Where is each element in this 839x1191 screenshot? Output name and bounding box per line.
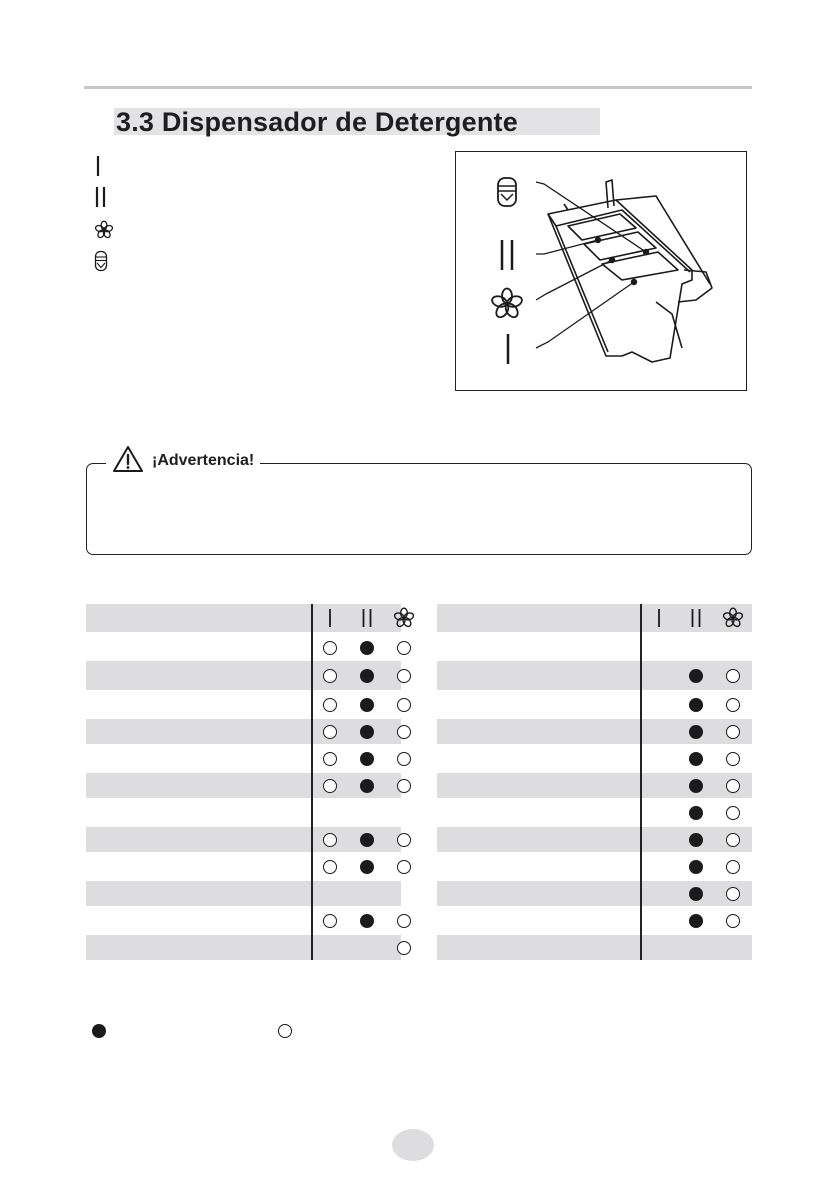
empty-circle-mark — [397, 860, 411, 874]
empty-circle-mark — [323, 725, 337, 739]
filled-circle-mark — [92, 1024, 106, 1038]
warning-triangle-icon — [112, 445, 144, 477]
empty-circle-mark — [726, 860, 740, 874]
table-row — [86, 692, 401, 717]
filled-circle-mark — [689, 914, 703, 928]
empty-circle-mark — [323, 752, 337, 766]
empty-circle-mark — [323, 779, 337, 793]
table-row — [86, 661, 401, 690]
table-row — [86, 935, 401, 960]
filled-circle-mark — [360, 860, 374, 874]
table-header-row — [86, 604, 401, 632]
empty-circle-mark — [397, 698, 411, 712]
table-header-row — [437, 604, 752, 632]
filled-circle-mark — [689, 725, 703, 739]
dispenser-illustration — [455, 151, 747, 391]
table-row — [437, 773, 752, 798]
table-row — [437, 827, 752, 852]
main-wash-compartment-icon — [502, 240, 512, 270]
table-row — [437, 908, 752, 933]
filled-circle-mark — [689, 806, 703, 820]
table-row — [86, 908, 401, 933]
filled-circle-mark — [689, 752, 703, 766]
main-wash-compartment-icon — [356, 606, 378, 634]
warning-box — [86, 463, 752, 555]
filled-circle-mark — [689, 698, 703, 712]
table-row — [86, 719, 401, 744]
liquid-detergent-container-icon — [498, 178, 516, 206]
empty-circle-mark — [278, 1024, 292, 1038]
table-row — [437, 881, 752, 906]
table-row — [437, 800, 752, 825]
softener-compartment-icon — [94, 220, 114, 244]
prewash-compartment-icon — [94, 155, 104, 181]
table-row — [86, 827, 401, 852]
filled-circle-mark — [360, 669, 374, 683]
main-wash-compartment-icon — [94, 186, 108, 212]
empty-circle-mark — [397, 725, 411, 739]
softener-compartment-icon — [393, 606, 415, 634]
filled-circle-mark — [689, 833, 703, 847]
empty-circle-mark — [726, 752, 740, 766]
table-row — [437, 661, 752, 690]
empty-circle-mark — [323, 833, 337, 847]
section-title: 3.3 Dispensador de Detergente — [116, 107, 518, 137]
empty-circle-mark — [726, 833, 740, 847]
table-row — [437, 854, 752, 879]
empty-circle-mark — [397, 941, 411, 955]
empty-circle-mark — [726, 698, 740, 712]
filled-circle-mark — [360, 779, 374, 793]
filled-circle-mark — [360, 752, 374, 766]
table-row — [437, 935, 752, 960]
empty-circle-mark — [397, 914, 411, 928]
prewash-compartment-icon — [648, 606, 670, 634]
top-rule — [84, 86, 752, 89]
empty-circle-mark — [726, 887, 740, 901]
empty-circle-mark — [323, 914, 337, 928]
filled-circle-mark — [360, 641, 374, 655]
empty-circle-mark — [726, 669, 740, 683]
empty-circle-mark — [726, 725, 740, 739]
table-row — [437, 719, 752, 744]
filled-circle-mark — [689, 860, 703, 874]
empty-circle-mark — [323, 669, 337, 683]
empty-circle-mark — [726, 779, 740, 793]
filled-circle-mark — [360, 698, 374, 712]
table-row — [86, 636, 401, 659]
empty-circle-mark — [323, 641, 337, 655]
filled-circle-mark — [689, 887, 703, 901]
table-row — [86, 881, 401, 906]
table-row — [86, 854, 401, 879]
table-column-divider — [311, 604, 313, 960]
table-row — [86, 773, 401, 798]
warning-header — [106, 446, 260, 476]
empty-circle-mark — [397, 641, 411, 655]
empty-circle-mark — [397, 833, 411, 847]
table-row — [86, 800, 401, 825]
empty-circle-mark — [397, 779, 411, 793]
empty-circle-mark — [726, 914, 740, 928]
prewash-compartment-icon — [319, 606, 341, 634]
table-row — [86, 746, 401, 771]
table-row — [437, 636, 752, 659]
filled-circle-mark — [689, 669, 703, 683]
empty-circle-mark — [323, 698, 337, 712]
empty-circle-mark — [323, 860, 337, 874]
filled-circle-mark — [360, 914, 374, 928]
warning-title: ¡Advertencia! — [152, 452, 255, 469]
softener-compartment-icon — [722, 606, 744, 634]
table-row — [437, 692, 752, 717]
filled-circle-mark — [689, 779, 703, 793]
softener-compartment-icon — [491, 289, 524, 320]
empty-circle-mark — [397, 669, 411, 683]
filled-circle-mark — [360, 725, 374, 739]
filled-circle-mark — [360, 833, 374, 847]
main-wash-compartment-icon — [685, 606, 707, 634]
empty-circle-mark — [726, 806, 740, 820]
page-number-badge — [392, 1129, 434, 1161]
empty-circle-mark — [397, 752, 411, 766]
table-column-divider — [640, 604, 642, 960]
liquid-detergent-container-icon — [94, 250, 108, 276]
table-row — [437, 746, 752, 771]
